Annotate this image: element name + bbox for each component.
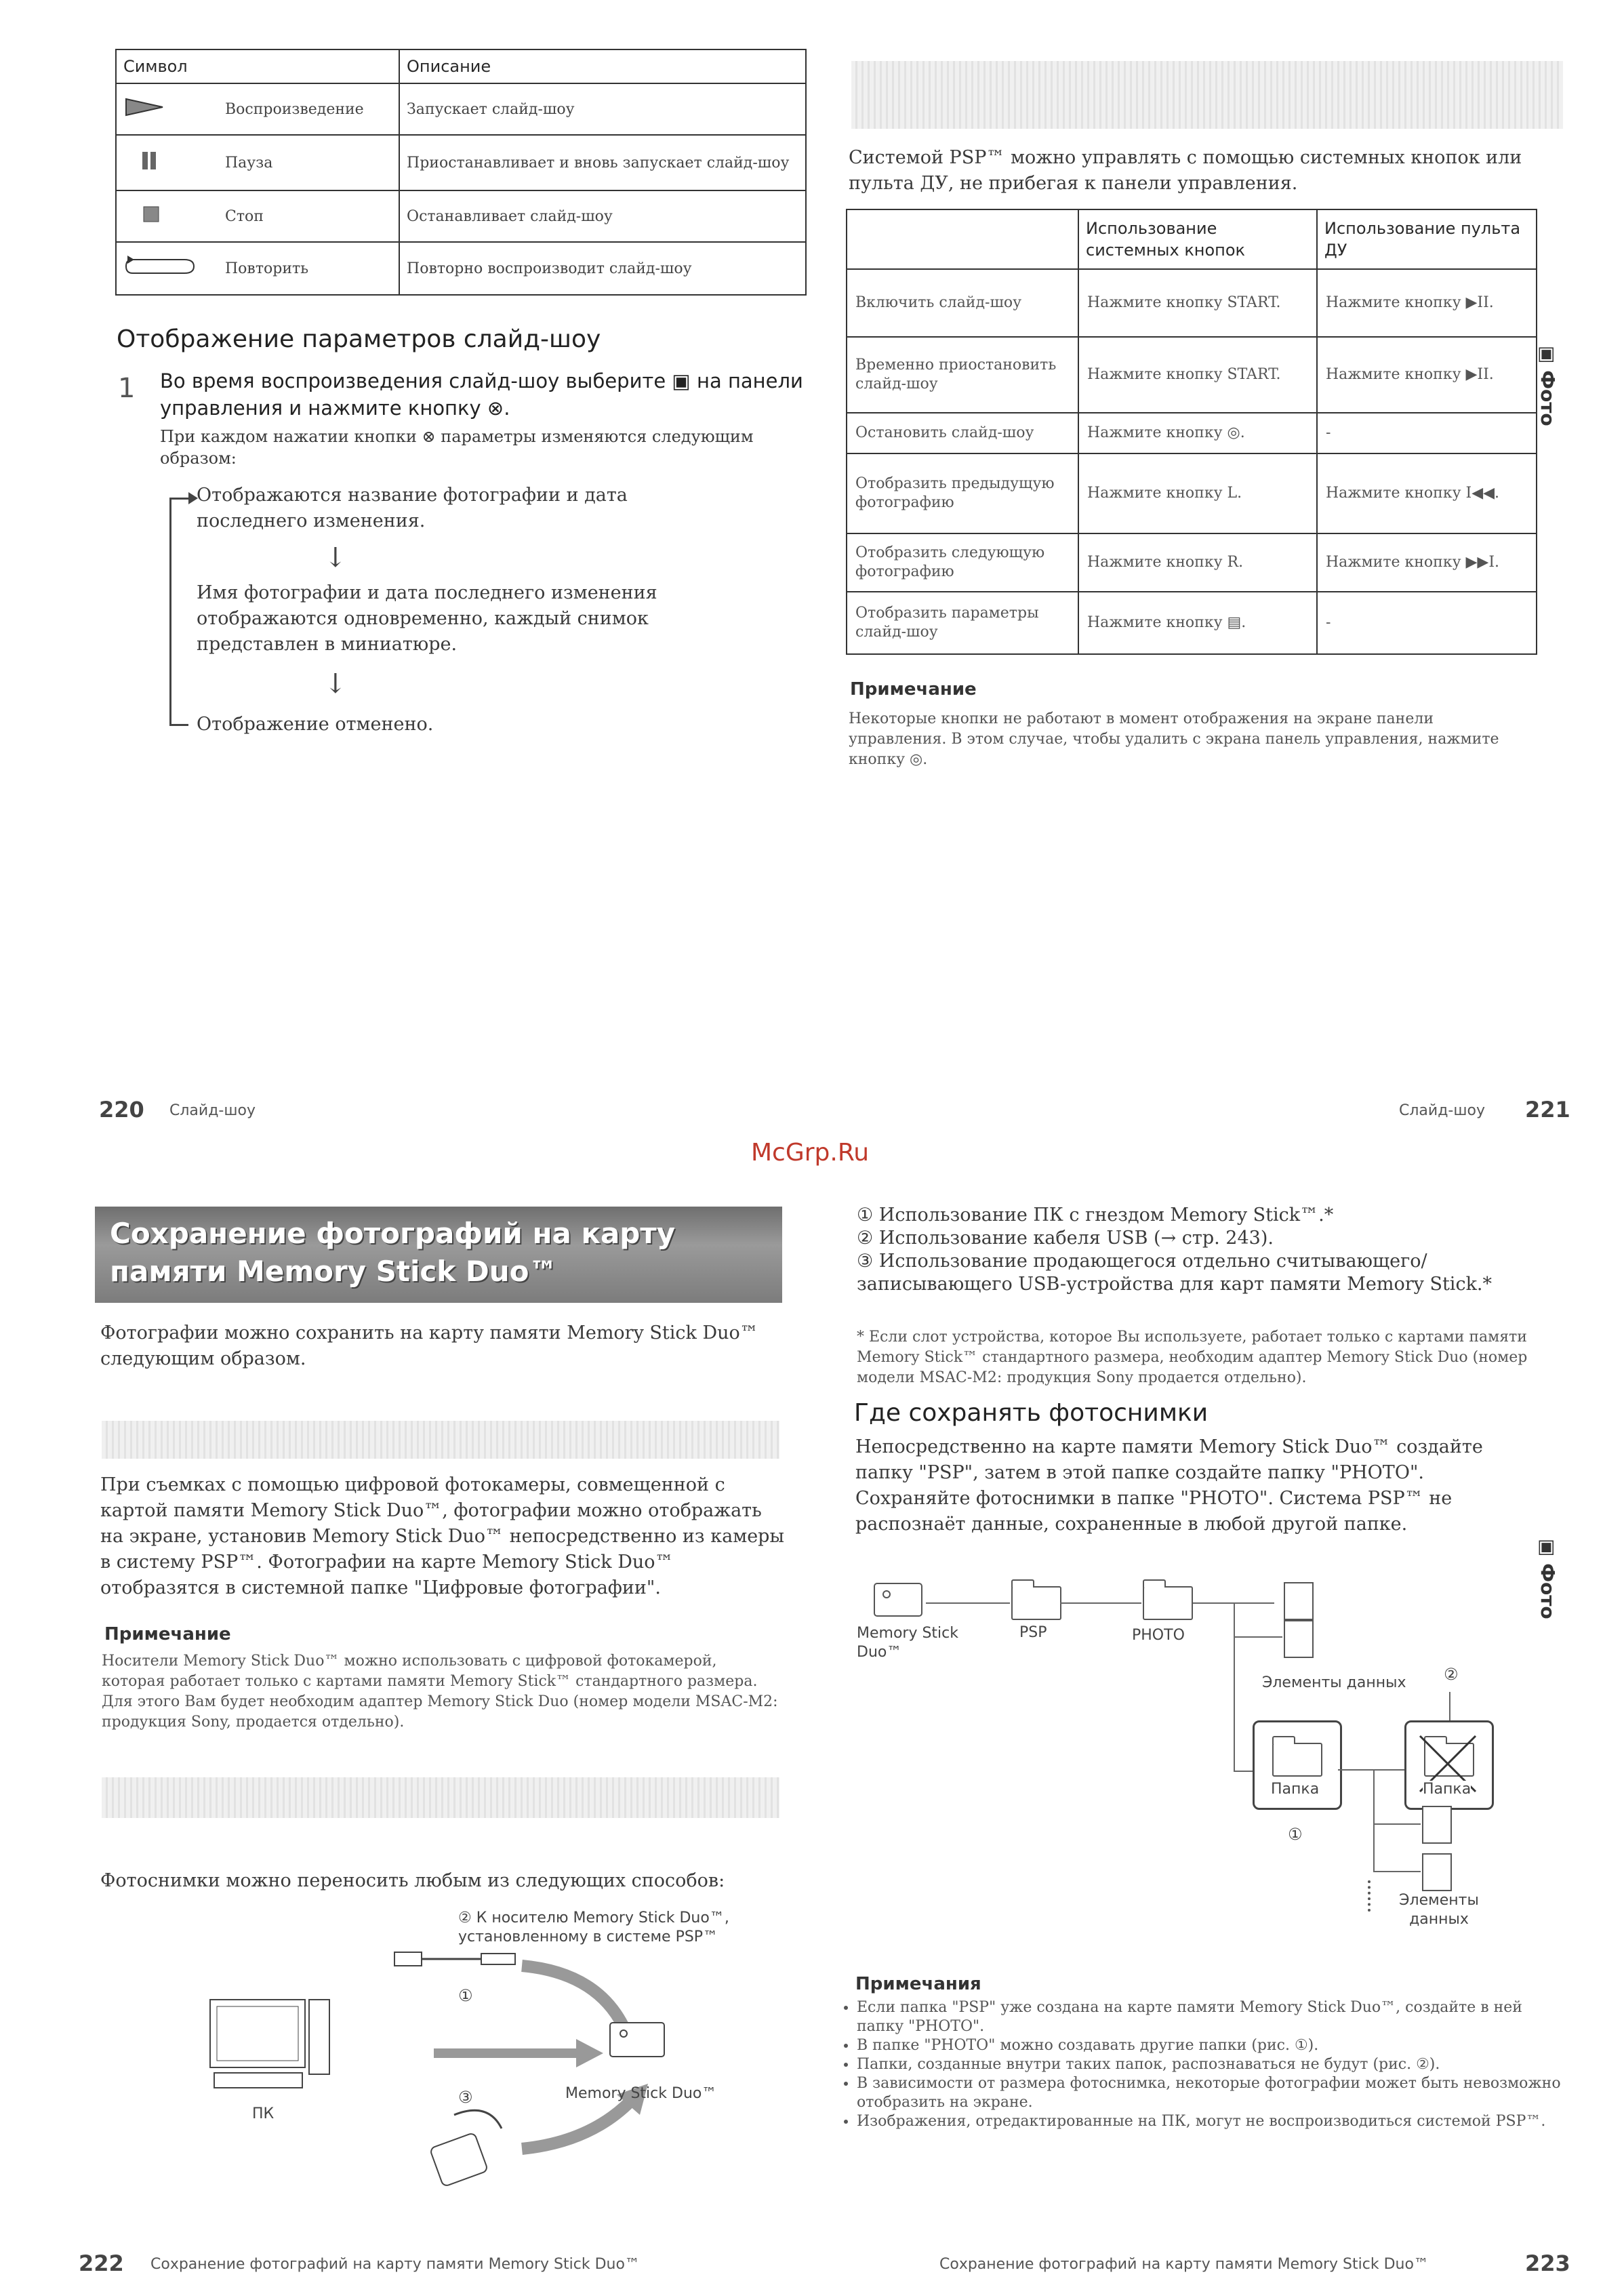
stop-icon bbox=[123, 203, 167, 226]
step-number: 1 bbox=[118, 373, 136, 404]
tree-label-folder-x: Папка bbox=[1423, 1781, 1471, 1798]
where-to-save-heading: Где сохранять фотоснимки bbox=[854, 1399, 1209, 1427]
note-item: • В зависимости от размера фотоснимка, некоторые фотографии может быть невозможно отобразить на экране. bbox=[857, 2074, 1562, 2112]
control-remote: - bbox=[1317, 592, 1537, 654]
watermark: McGrp.Ru bbox=[751, 1139, 870, 1167]
pause-icon bbox=[123, 149, 167, 172]
camera-icon: ▣ bbox=[1537, 1539, 1559, 1564]
symbol-table bbox=[115, 49, 807, 296]
note-item: • Изображения, отредактированные на ПК, могут не воспроизводиться системой PSP™. bbox=[857, 2112, 1562, 2131]
faded-subheading bbox=[102, 1421, 779, 1459]
transfer-label-2: ② К носителю Memory Stick Duo™, установленному в системе PSP™ bbox=[458, 1910, 729, 1945]
notes-list bbox=[836, 1998, 1562, 2131]
usb-cable-icon bbox=[393, 1945, 522, 1973]
tree-label-n2: ② bbox=[1444, 1665, 1459, 1684]
tree-line bbox=[1338, 1769, 1406, 1771]
more-dots-icon bbox=[1368, 1880, 1373, 1912]
page-number: 223 bbox=[1525, 2250, 1570, 2276]
side-tab-label: Фото bbox=[1537, 1563, 1559, 1619]
footer-section: Сохранение фотографий на карту памяти Memory Stick Duo™ bbox=[939, 2256, 1429, 2273]
flow-step-1: Отображаются название фотографии и дата последнего изменения. bbox=[197, 485, 628, 531]
side-tab-photo bbox=[1537, 346, 1559, 426]
control-buttons: Нажмите кнопку START. bbox=[1078, 269, 1317, 337]
method-1: ① Использование ПК с гнездом Memory Stick™.* bbox=[857, 1205, 1334, 1226]
symbol-name: Повторить bbox=[218, 242, 399, 295]
symbol-desc: Запускает слайд-шоу bbox=[399, 83, 806, 135]
memory-stick-icon bbox=[872, 1581, 926, 1621]
folder-box-1 bbox=[1253, 1720, 1342, 1810]
control-remote: Нажмите кнопку ▶▶I. bbox=[1317, 533, 1537, 592]
file-icon bbox=[1284, 1582, 1314, 1620]
side-tab-photo bbox=[1537, 1539, 1559, 1619]
where-to-save-paragraph: Непосредственно на карте памяти Memory Stick Duo™ создайте папку "PSP", затем в этой папке создайте папку "PHOTO". Сохраняйте фотоснимки в папке "PHOTO". Система PSP™ не распознаёт данные, сохраненные в любой другой папке. bbox=[855, 1436, 1483, 1535]
folder-icon bbox=[1143, 1586, 1193, 1620]
slideshow-options-heading: Отображение параметров слайд-шоу bbox=[117, 325, 601, 353]
memory-stick-label: Memory Stick Duo™ bbox=[565, 2085, 717, 2102]
page-number: 220 bbox=[99, 1097, 144, 1123]
control-action: Отобразить предыдущую фотографию bbox=[847, 453, 1078, 533]
camera-icon: ▣ bbox=[1537, 346, 1559, 371]
folder-icon bbox=[1272, 1743, 1322, 1777]
tree-line bbox=[1234, 1636, 1282, 1638]
control-table-header bbox=[847, 209, 1078, 269]
symbol-desc: Приостанавливает и вновь запускает слайд-шоу bbox=[399, 135, 806, 190]
flow-loop-bottom bbox=[169, 724, 188, 726]
method-2: ② Использование кабеля USB (→ стр. 243). bbox=[857, 1228, 1274, 1249]
flow-step-3: Отображение отменено. bbox=[197, 714, 434, 735]
control-table-header: Использование системных кнопок bbox=[1078, 209, 1317, 269]
tree-line bbox=[926, 1602, 1010, 1604]
symbol-name: Стоп bbox=[218, 190, 399, 242]
control-remote: Нажмите кнопку ▶II. bbox=[1317, 269, 1537, 337]
note-title: Примечание bbox=[850, 679, 977, 700]
repeat-icon bbox=[123, 253, 198, 280]
symbol-name: Пауза bbox=[218, 135, 399, 190]
tree-label-data2: Элементы данных bbox=[1399, 1892, 1479, 1928]
symbol-table-header-description: Описание bbox=[399, 49, 806, 83]
footer-section: Слайд-шоу bbox=[1399, 1102, 1485, 1119]
tree-label-n1: ① bbox=[1288, 1825, 1303, 1844]
note-text: Носители Memory Stick Duo™ можно использовать с цифровой фотокамерой, которая работает только с картами памяти Memory Stick™ стандартного размера. Для этого Вам будет необходим адаптер Memory Stick Duo (номер модели MSAC-M2: продукция Sony, продается отдельно). bbox=[102, 1653, 778, 1731]
page-number: 221 bbox=[1525, 1097, 1570, 1123]
flow-step-2: Имя фотографии и дата последнего изменения отображаются одновременно, каждый снимок представлен в миниатюре. bbox=[197, 582, 657, 655]
file-icon bbox=[1422, 1853, 1452, 1891]
tree-label-folder: Папка bbox=[1271, 1781, 1320, 1798]
pc-icon bbox=[207, 1993, 336, 2101]
control-action: Временно приостановить слайд-шоу bbox=[847, 337, 1078, 413]
transfer-label-1: ① bbox=[458, 1986, 473, 2005]
folder-box-2 bbox=[1404, 1720, 1494, 1810]
note-title: Примечание bbox=[104, 1624, 231, 1644]
tree-line bbox=[1060, 1602, 1141, 1604]
control-intro: Системой PSP™ можно управлять с помощью системных кнопок или пульта ДУ, не прибегая к панели управления. bbox=[849, 147, 1522, 194]
faded-banner bbox=[851, 61, 1563, 129]
tree-line bbox=[1373, 1823, 1421, 1825]
transfer-label-3: ③ bbox=[458, 2088, 473, 2107]
step-subtext: При каждом нажатии кнопки ⊗ параметры изменяются следующим образом: bbox=[160, 427, 754, 468]
method-footnote: * Если слот устройства, которое Вы используете, работает только с картами памяти Memory Stick™ стандартного размера, необходим адаптер Memory Stick Duo (номер модели MSAC-M2: продукция Sony продается отдельно). bbox=[857, 1329, 1528, 1386]
tree-line bbox=[1373, 1871, 1421, 1872]
tree-line bbox=[1373, 1771, 1375, 1872]
faded-subheading bbox=[102, 1777, 779, 1818]
tree-label-data1: Элементы данных bbox=[1262, 1674, 1406, 1691]
notes-title: Примечания bbox=[855, 1974, 981, 1994]
page-number: 222 bbox=[79, 2250, 124, 2276]
section-banner bbox=[95, 1207, 782, 1303]
file-icon bbox=[1284, 1620, 1314, 1658]
control-table bbox=[846, 209, 1537, 655]
symbol-name: Воспроизведение bbox=[218, 83, 399, 135]
footer-section: Слайд-шоу bbox=[169, 1102, 256, 1119]
tree-line bbox=[1449, 1692, 1450, 1720]
memory-stick-icon bbox=[607, 2020, 668, 2061]
folder-icon bbox=[1011, 1586, 1061, 1620]
control-action: Отобразить параметры слайд-шоу bbox=[847, 592, 1078, 654]
control-buttons: Нажмите кнопку L. bbox=[1078, 453, 1317, 533]
note-item: • Если папка "PSP" уже создана на карте памяти Memory Stick Duo™, создайте в ней папку "PHOTO". bbox=[857, 1998, 1562, 2036]
control-action: Отобразить следующую фотографию bbox=[847, 533, 1078, 592]
tree-label-photo: PHOTO bbox=[1132, 1627, 1185, 1644]
transfer-intro: Фотоснимки можно переносить любым из следующих способов: bbox=[100, 1870, 725, 1891]
control-buttons: Нажмите кнопку START. bbox=[1078, 337, 1317, 413]
symbol-table-header-symbol: Символ bbox=[116, 49, 399, 83]
control-remote: Нажмите кнопку ▶II. bbox=[1317, 337, 1537, 413]
note-text: Некоторые кнопки не работают в момент отображения на экране панели управления. В этом случае, чтобы удалить с экрана панель управления, нажмите кнопку ◎. bbox=[849, 710, 1499, 768]
down-arrow-icon: ↓ bbox=[324, 542, 347, 573]
pc-label: ПК bbox=[252, 2105, 275, 2122]
note-item: • Папки, созданные внутри таких папок, распознаваться не будут (рис. ②). bbox=[857, 2055, 1562, 2074]
card-reader-icon bbox=[427, 2101, 529, 2189]
tree-label-psp: PSP bbox=[1019, 1624, 1047, 1641]
symbol-desc: Повторно воспроизводит слайд-шоу bbox=[399, 242, 806, 295]
control-buttons: Нажмите кнопку ▤. bbox=[1078, 592, 1317, 654]
note-item: • В папке "PHOTO" можно создавать другие папки (рис. ①). bbox=[857, 2036, 1562, 2055]
transfer-arrow-1 bbox=[434, 2036, 610, 2070]
down-arrow-icon: ↓ bbox=[324, 668, 347, 700]
control-buttons: Нажмите кнопку ◎. bbox=[1078, 413, 1317, 453]
flow-loop-line bbox=[169, 498, 171, 725]
camera-paragraph: При съемках с помощью цифровой фотокамеры, совмещенной с картой памяти Memory Stick Duo™, фотографии можно отображать на экране, установив Memory Stick Duo™ непосредственно из камеры в систему PSP™. Фотографии на карте Memory Stick Duo™ отобразятся в системной папке "Цифровые фотографии". bbox=[100, 1474, 784, 1598]
side-tab-label: Фото bbox=[1537, 370, 1559, 426]
control-action: Остановить слайд-шоу bbox=[847, 413, 1078, 453]
file-icon bbox=[1422, 1806, 1452, 1844]
symbol-desc: Останавливает слайд-шоу bbox=[399, 190, 806, 242]
play-icon bbox=[123, 97, 167, 117]
save-intro: Фотографии можно сохранить на карту памяти Memory Stick Duo™ следующим образом. bbox=[100, 1322, 758, 1369]
tree-line bbox=[1234, 1602, 1235, 1772]
section-banner-title: Сохранение фотографий на карту памяти Memory Stick Duo™ bbox=[110, 1217, 676, 1288]
control-table-header: Использование пульта ДУ bbox=[1317, 209, 1537, 269]
control-buttons: Нажмите кнопку R. bbox=[1078, 533, 1317, 592]
control-remote: Нажмите кнопку I◀◀. bbox=[1317, 453, 1537, 533]
method-3: ③ Использование продающегося отдельно считывающего/записывающего USB-устройства для карт памяти Memory Stick.* bbox=[857, 1251, 1493, 1295]
control-remote: - bbox=[1317, 413, 1537, 453]
control-action: Включить слайд-шоу bbox=[847, 269, 1078, 337]
tree-label-ms: Memory Stick Duo™ bbox=[857, 1625, 959, 1661]
step-text: Во время воспроизведения слайд-шоу выберите ▣ на панели управления и нажмите кнопку ⊗. bbox=[160, 369, 803, 420]
footer-section: Сохранение фотографий на карту памяти Memory Stick Duo™ bbox=[150, 2256, 640, 2273]
